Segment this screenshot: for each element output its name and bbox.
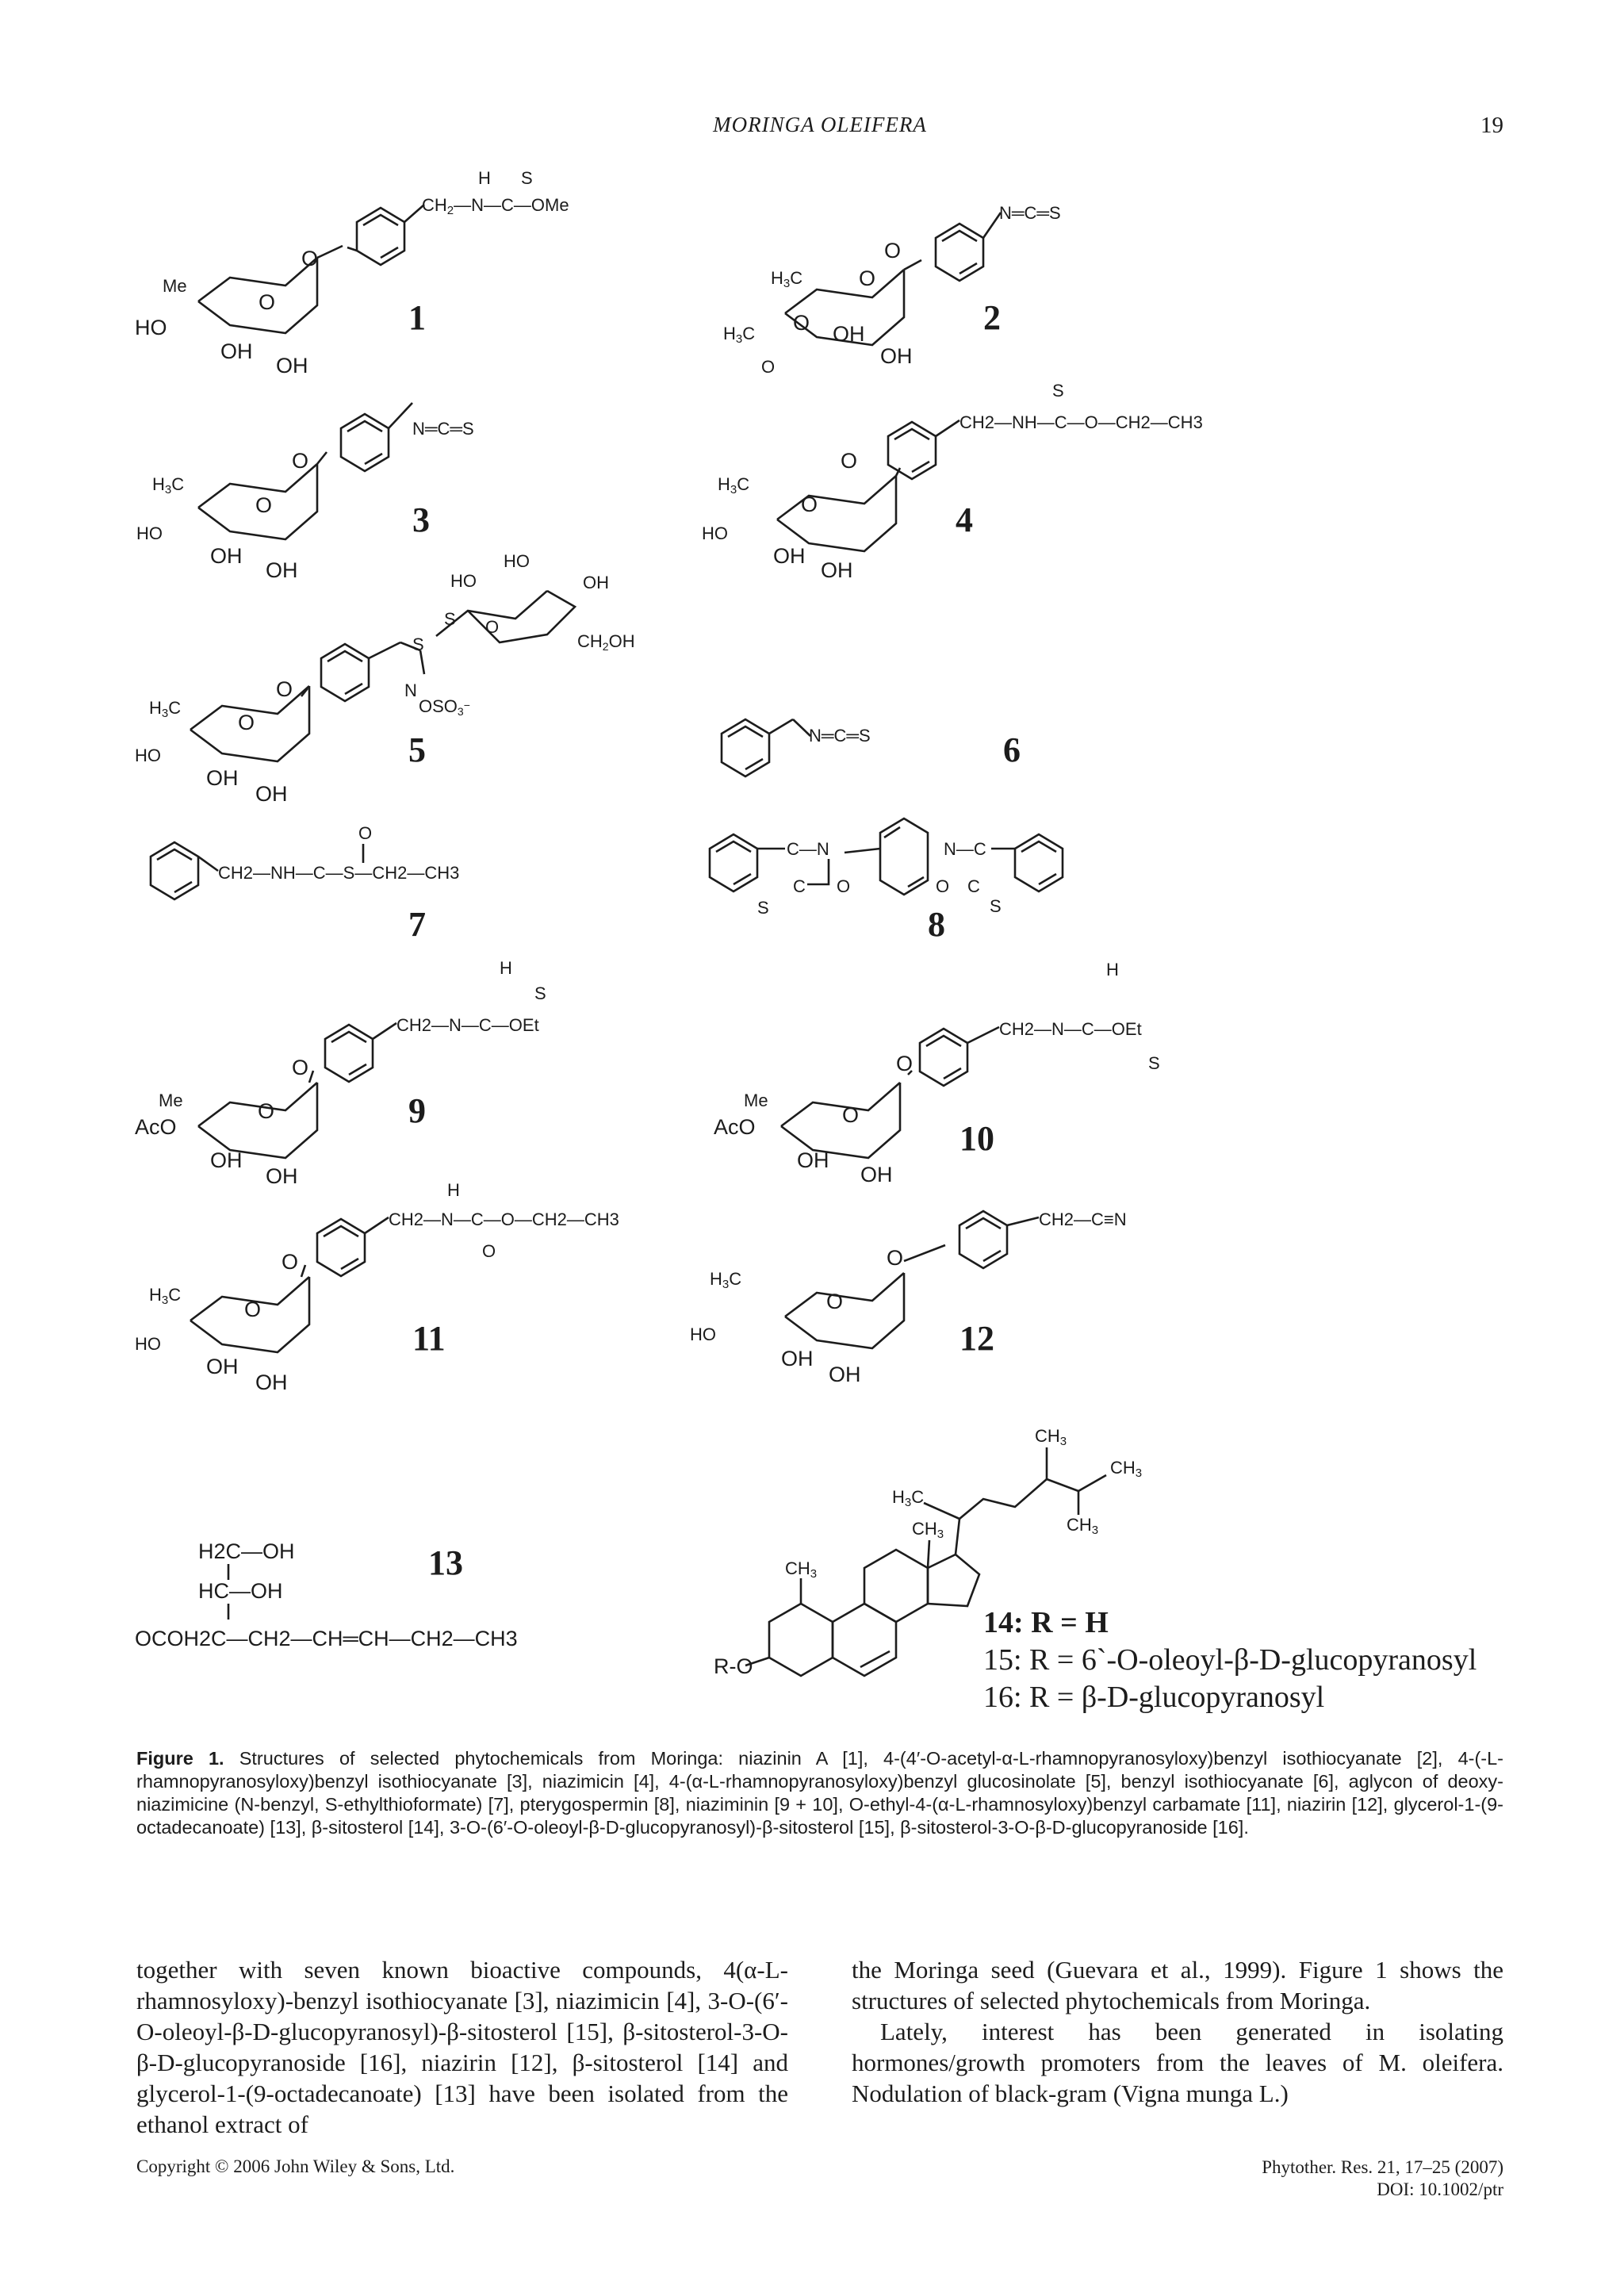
svg-text:O: O <box>896 1052 914 1075</box>
svg-text:H3C: H3C <box>892 1487 925 1509</box>
left-paragraph: together with seven known bioactive compounds, 4(α-L-rhamnosyloxy)-benzyl isothiocyanate [3], niazimicin [4], 3-O-(6′-O-oleoyl-β-D-glucopyranosyl)-β-sitosterol [15], β-sitosterol-3-O-β-D-glucopyranoside [16], niazirin [12], β-sitosterol [14] and glycerol-1-(9-octadecanoate) [13] have been isolated from the ethanol extract of <box>136 1956 788 2138</box>
svg-text:O: O <box>887 1246 904 1270</box>
body-left-column <box>136 1954 788 2140</box>
svg-text:11: 11 <box>412 1319 446 1358</box>
svg-text:CH3: CH3 <box>1110 1458 1143 1480</box>
svg-text:10: 10 <box>959 1119 994 1158</box>
svg-text:C: C <box>793 876 806 896</box>
svg-text:O: O <box>276 677 293 701</box>
svg-text:H3C: H3C <box>718 474 750 496</box>
svg-text:O: O <box>859 266 876 290</box>
svg-text:OH: OH <box>797 1148 829 1172</box>
structure-8 <box>710 818 1063 944</box>
page-number: 19 <box>1480 113 1503 138</box>
svg-text:OH: OH <box>829 1363 861 1386</box>
svg-text:OH: OH <box>276 354 308 378</box>
svg-text:S: S <box>444 609 456 629</box>
svg-text:OH: OH <box>860 1163 893 1186</box>
structure-3 <box>136 403 474 582</box>
svg-text:12: 12 <box>959 1319 994 1358</box>
svg-text:H3C: H3C <box>152 474 185 496</box>
structure-sitosterol <box>714 1426 1477 1714</box>
svg-text:N═C═S: N═C═S <box>999 203 1061 223</box>
svg-text:OH: OH <box>220 339 253 363</box>
svg-text:O: O <box>485 617 500 637</box>
svg-text:H: H <box>478 168 491 188</box>
svg-text:N═C═S: N═C═S <box>412 419 474 439</box>
svg-text:CH3: CH3 <box>912 1519 944 1541</box>
svg-text:O: O <box>259 290 276 314</box>
svg-text:HO: HO <box>136 523 163 543</box>
svg-text:O: O <box>255 493 273 517</box>
svg-text:HO: HO <box>690 1324 716 1344</box>
svg-text:CH2—C≡N: CH2—C≡N <box>1039 1209 1127 1229</box>
svg-text:CH2—NH—C—S—CH2—CH3: CH2—NH—C—S—CH2—CH3 <box>218 863 460 883</box>
figure-structures <box>119 151 1515 1737</box>
structure-13 <box>135 1539 518 1650</box>
svg-text:H3C: H3C <box>149 1285 182 1307</box>
svg-text:OH: OH <box>206 766 239 790</box>
svg-text:O: O <box>258 1099 275 1123</box>
svg-text:S: S <box>1148 1053 1160 1073</box>
svg-text:H3C: H3C <box>710 1269 742 1291</box>
svg-text:H: H <box>500 958 512 978</box>
structure-11 <box>135 1180 619 1394</box>
svg-text:N═C═S: N═C═S <box>809 726 871 746</box>
svg-text:CH3: CH3 <box>1067 1515 1099 1537</box>
svg-text:HO: HO <box>504 551 530 571</box>
svg-text:HC—OH: HC—OH <box>198 1579 283 1603</box>
svg-text:CH2—N—C—OEt: CH2—N—C—OEt <box>396 1015 539 1035</box>
svg-text:R-O: R-O <box>714 1654 753 1678</box>
svg-text:OH: OH <box>266 1164 298 1188</box>
svg-text:OH: OH <box>833 322 865 346</box>
journal-citation: Phytother. Res. 21, 17–25 (2007) <box>1262 2157 1503 2177</box>
svg-text:O: O <box>936 876 950 896</box>
svg-text:S: S <box>990 896 1002 916</box>
svg-text:CH2—N—C—OEt: CH2—N—C—OEt <box>999 1019 1142 1039</box>
svg-text:O: O <box>292 1056 309 1079</box>
label-15: 15: R = 6`-O-oleoyl-β-D-glucopyranosyl <box>983 1643 1477 1677</box>
svg-text:OH: OH <box>583 573 609 592</box>
svg-text:OH: OH <box>255 782 288 806</box>
structure-4 <box>702 381 1203 582</box>
svg-text:S: S <box>757 898 769 918</box>
svg-text:O: O <box>282 1250 299 1274</box>
svg-text:O: O <box>238 711 255 734</box>
svg-text:HO: HO <box>135 1334 161 1354</box>
svg-text:O: O <box>358 823 373 843</box>
svg-text:S: S <box>534 983 546 1003</box>
svg-text:C: C <box>967 876 980 896</box>
svg-text:AcO: AcO <box>714 1115 756 1139</box>
svg-text:OH: OH <box>773 544 806 568</box>
svg-text:S: S <box>521 168 533 188</box>
svg-text:HO: HO <box>702 523 728 543</box>
svg-text:OH: OH <box>210 1148 243 1172</box>
svg-text:4: 4 <box>956 500 973 539</box>
svg-text:H3C: H3C <box>771 268 803 290</box>
citation-footer <box>1262 2156 1503 2201</box>
doi: DOI: 10.1002/ptr <box>1377 2179 1503 2199</box>
svg-text:O: O <box>801 493 818 516</box>
svg-text:OH: OH <box>821 558 853 582</box>
svg-text:13: 13 <box>428 1543 463 1582</box>
svg-text:OH: OH <box>266 558 298 582</box>
svg-text:1: 1 <box>408 298 426 337</box>
svg-text:2: 2 <box>983 298 1001 337</box>
running-title: MORINGA OLEIFERA <box>713 113 927 136</box>
svg-text:7: 7 <box>408 905 426 944</box>
caption-text: Structures of selected phytochemicals from Moringa: niazinin A [1], 4-(4′-O-acetyl-α-L-rhamnopyranosyloxy)benzyl isothiocyanate [2], 4-(-L-rhamnopyranosyloxy)benzyl isothiocyanate [3], niazimicin [4], 4-(α-L-rhamnopyranosyloxy)benzyl glucosinolate [5], benzyl isothiocyanate [6], aglycon of deoxy-niazimicine (N-benzyl, S-ethylthioformate) [7], pterygospermin [8], niaziminin [9 + 10], O-ethyl-4-(α-L-rhamnosyloxy)benzyl carbamate [11], niazirin [12], glycerol-1-(9-octadecanoate) [13], β-sitosterol [14], 3-O-(6′-O-oleoyl-β-D-glucopyranosyl)-β-sitosterol [15], β-sitosterol-3-O-β-D-glucopyranoside [16]. <box>136 1748 1504 1838</box>
svg-text:OH: OH <box>206 1355 239 1378</box>
structure-5 <box>135 551 635 806</box>
svg-text:CH2—N—C—O—CH2—CH3: CH2—N—C—O—CH2—CH3 <box>389 1209 619 1229</box>
svg-text:8: 8 <box>928 905 945 944</box>
svg-text:3: 3 <box>412 500 430 539</box>
svg-text:S: S <box>412 634 424 654</box>
svg-text:AcO: AcO <box>135 1115 177 1139</box>
running-header <box>136 113 1503 144</box>
svg-text:Me: Me <box>163 276 187 296</box>
svg-text:H3C: H3C <box>149 698 182 720</box>
svg-text:O: O <box>884 239 902 263</box>
svg-text:O: O <box>841 449 858 473</box>
svg-text:OH: OH <box>880 344 913 368</box>
svg-text:OH: OH <box>210 544 243 568</box>
svg-text:O: O <box>482 1241 496 1261</box>
svg-text:O: O <box>301 247 319 270</box>
svg-text:CH2OH: CH2OH <box>577 631 635 653</box>
structure-12 <box>690 1209 1127 1386</box>
right-paragraph-1: the Moringa seed (Guevara et al., 1999). Figure 1 shows the structures of selected phytochemicals from Moringa. <box>852 1956 1503 2014</box>
svg-text:OCOH2C—CH2—CH═CH—CH2—CH3: OCOH2C—CH2—CH═CH—CH2—CH3 <box>135 1627 518 1650</box>
svg-text:N: N <box>404 680 417 700</box>
svg-text:CH2—N—C—OMe: CH2—N—C—OMe <box>422 195 569 217</box>
svg-text:C—N: C—N <box>787 839 829 859</box>
structure-1 <box>135 168 569 378</box>
structure-9 <box>135 958 546 1188</box>
caption-label: Figure 1. <box>136 1748 224 1769</box>
svg-text:Me: Me <box>744 1091 768 1110</box>
svg-text:O: O <box>761 357 776 377</box>
svg-text:H: H <box>1106 960 1119 979</box>
svg-text:H: H <box>447 1180 460 1200</box>
svg-text:O: O <box>292 449 309 473</box>
svg-text:9: 9 <box>408 1091 426 1130</box>
structure-2 <box>723 203 1061 377</box>
svg-text:CH2—NH—C—O—CH2—CH3: CH2—NH—C—O—CH2—CH3 <box>959 412 1203 432</box>
svg-text:HO: HO <box>135 746 161 765</box>
svg-text:H2C—OH: H2C—OH <box>198 1539 295 1563</box>
svg-text:CH3: CH3 <box>1035 1426 1067 1448</box>
svg-text:OH: OH <box>781 1347 814 1370</box>
structure-10 <box>714 960 1160 1186</box>
svg-text:OH: OH <box>255 1370 288 1394</box>
svg-text:O: O <box>793 311 810 335</box>
svg-text:6: 6 <box>1003 730 1021 769</box>
svg-text:OSO3−: OSO3− <box>419 696 470 718</box>
structure-6 <box>722 719 1021 776</box>
label-16: 16: R = β-D-glucopyranosyl <box>983 1681 1325 1714</box>
svg-text:CH3: CH3 <box>785 1558 818 1581</box>
svg-text:N—C: N—C <box>944 839 986 859</box>
right-paragraph-2: Lately, interest has been generated in isolating hormones/growth promoters from the leaves of M. oleifera. Nodulation of black-gram (Vigna munga L.) <box>852 2018 1503 2107</box>
svg-text:HO: HO <box>450 571 477 591</box>
svg-text:O: O <box>244 1298 262 1321</box>
svg-text:O: O <box>837 876 851 896</box>
body-right-column <box>852 1954 1503 2109</box>
svg-text:H3C: H3C <box>723 324 756 346</box>
svg-text:5: 5 <box>408 730 426 769</box>
structure-7 <box>151 823 459 944</box>
svg-text:Me: Me <box>159 1091 183 1110</box>
svg-text:S: S <box>1052 381 1064 401</box>
svg-text:O: O <box>842 1103 860 1127</box>
svg-text:O: O <box>826 1290 844 1313</box>
label-14: 14: R = H <box>983 1606 1109 1639</box>
copyright-footer: Copyright © 2006 John Wiley & Sons, Ltd. <box>136 2156 455 2176</box>
figure-caption <box>136 1747 1503 1839</box>
svg-text:HO: HO <box>135 316 167 339</box>
